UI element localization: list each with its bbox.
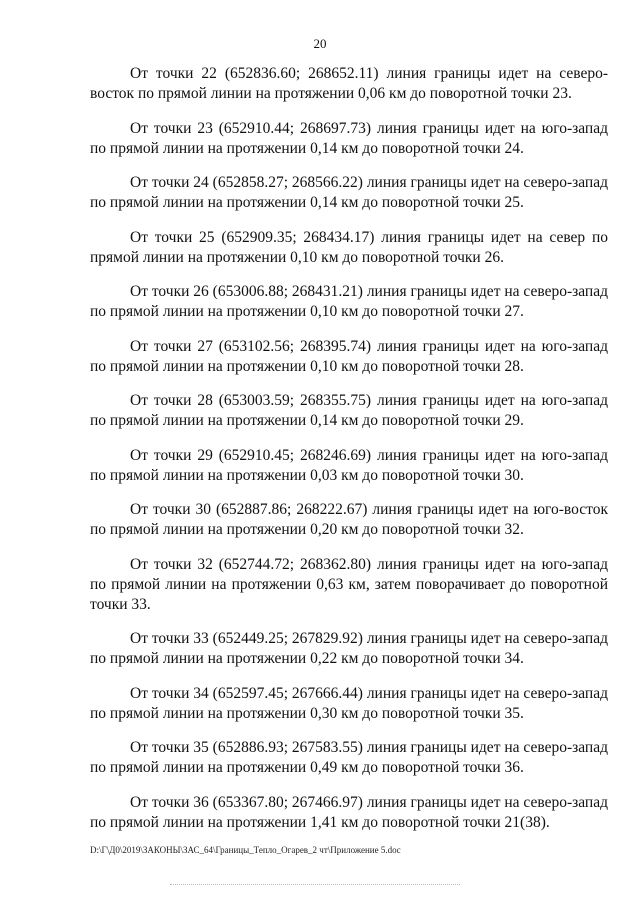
paragraph-point-27: От точки 27 (653102.56; 268395.74) линия границы идет на юго-запад по прямой линии на протяжении 0,10 км до поворотной точки 28. bbox=[90, 337, 608, 375]
paragraph-point-35: От точки 35 (652886.93; 267583.55) линия границы идет на северо-запад по прямой линии на протяжении 0,49 км до поворотной точки 36. bbox=[90, 739, 608, 776]
paragraph-point-28: От точки 28 (653003.59; 268355.75) линия границы идет на юго-запад по прямой линии на протяжении 0,14 км до поворотной точки 29. bbox=[90, 392, 608, 429]
paragraph-point-36: От точки 36 (653367.80; 267466.97) линия границы идет на северо-запад по прямой линии на протяжении 1,41 км до поворотной точки 21(38). bbox=[90, 793, 608, 831]
paragraph-point-30: От точки 30 (652887.86; 268222.67) линия границы идет на юго-восток по прямой линии на протяжении 0,20 км до поворотной точки 32. bbox=[90, 501, 608, 538]
paragraph-point-32: От точки 32 (652744.72; 268362.80) линия границы идет на юго-запад по прямой линии на протяжении 0,63 км, затем поворачивает до поворотной точки 33. bbox=[90, 555, 608, 613]
paragraph-point-25: От точки 25 (652909.35; 268434.17) линия границы идет на север по прямой линии на протяжении 0,10 км до поворотной точки 26. bbox=[90, 228, 608, 266]
paragraph-point-29: От точки 29 (652910.45; 268246.69) линия границы идет на юго-запад по прямой линии на протяжении 0,03 км до поворотной точки 30. bbox=[90, 446, 608, 484]
paragraph-point-26: От точки 26 (653006.88; 268431.21) линия границы идет на северо-запад по прямой линии на протяжении 0,10 км до поворотной точки 27. bbox=[90, 283, 608, 320]
paragraph-point-34: От точки 34 (652597.45; 267666.44) линия границы идет на северо-запад по прямой линии на протяжении 0,30 км до поворотной точки 35. bbox=[90, 684, 608, 722]
document-body bbox=[90, 64, 608, 847]
paragraph-point-24: От точки 24 (652858.27; 268566.22) линия границы идет на северо-запад по прямой линии на протяжении 0,14 км до поворотной точки 25. bbox=[90, 174, 608, 211]
paragraph-point-33: От точки 33 (652449.25; 267829.92) линия границы идет на северо-запад по прямой линии на протяжении 0,22 км до поворотной точки 34. bbox=[90, 630, 608, 667]
paragraph-point-22: От точки 22 (652836.60; 268652.11) линия границы идет на северо-восток по прямой линии на протяжении 0,06 км до поворотной точки 23. bbox=[90, 65, 608, 102]
page-number: 20 bbox=[313, 36, 327, 51]
paragraph-point-23: От точки 23 (652910.44; 268697.73) линия границы идет на юго-запад по прямой линии на протяжении 0,14 км до поворотной точки 24. bbox=[90, 119, 608, 157]
footer-divider bbox=[170, 884, 460, 885]
footer-file-path: D:\Г\Д0\2019\ЗАКОНЫ\ЗАС_64\Границы_Тепло_Огарев_2 чт\Приложение 5.doc bbox=[90, 845, 401, 855]
